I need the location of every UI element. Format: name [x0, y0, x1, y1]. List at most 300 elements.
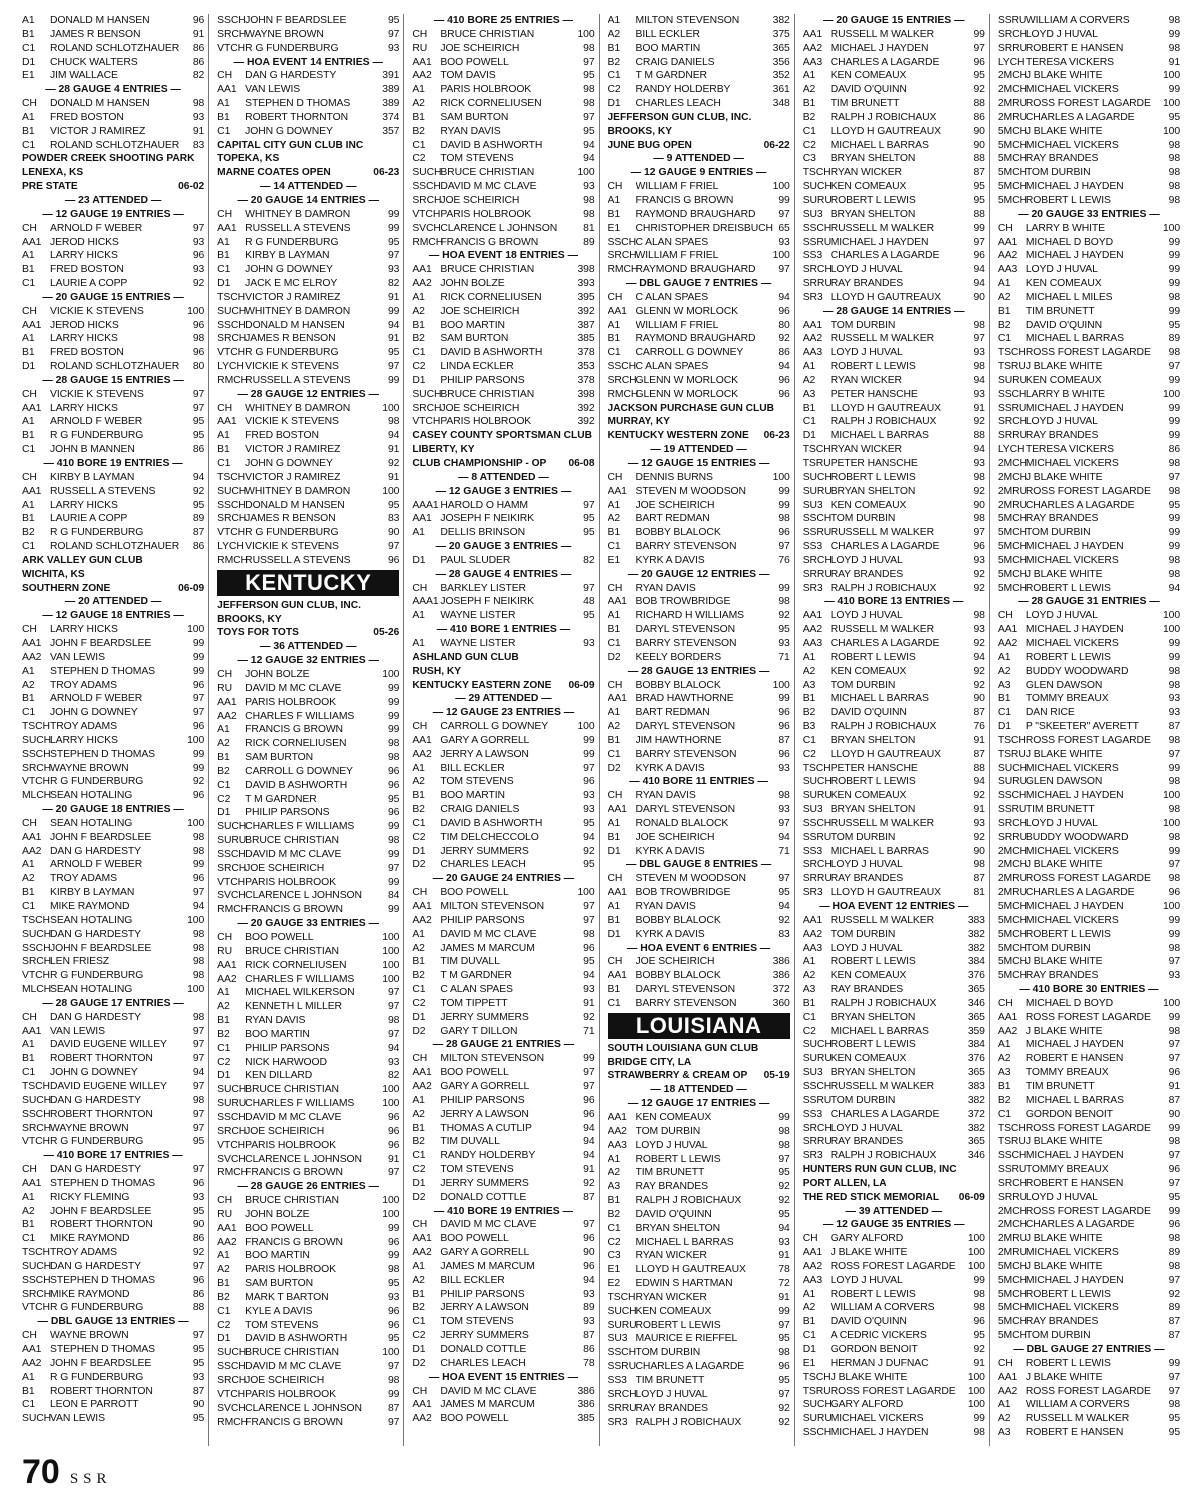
class-code: B1 [802, 997, 816, 1009]
class-code: AA2 [997, 1385, 1018, 1397]
score: 97 [192, 1039, 205, 1051]
shooter-name: J BLAKE WHITE [1025, 956, 1103, 968]
score: 99 [583, 1053, 595, 1065]
class-code: AA3 [802, 347, 823, 359]
shoot-title [22, 180, 204, 194]
score: 87 [778, 734, 790, 746]
score: 86 [192, 541, 205, 553]
shooter-name: ROLAND SCHLOTZHAUER [50, 42, 180, 54]
score: 365 [967, 1067, 985, 1079]
score: 92 [583, 1177, 595, 1189]
class-code: C1 [997, 707, 1011, 719]
class-code: A1 [802, 361, 816, 373]
class-code: B1 [412, 956, 425, 968]
score: 98 [1168, 554, 1181, 566]
class-code: D1 [412, 554, 426, 566]
score: 92 [192, 776, 205, 788]
shooter-name: WAYNE BROWN [50, 1330, 129, 1342]
score: 98 [583, 98, 595, 110]
result-row [998, 886, 1180, 900]
class-code: AA3 [802, 56, 823, 68]
result-row [217, 1291, 399, 1305]
score: 98 [778, 1139, 790, 1151]
result-row [803, 1426, 985, 1440]
result-row [998, 720, 1180, 734]
score: 82 [192, 70, 205, 82]
shooter-name: JERRY SUMMERS [440, 845, 529, 857]
result-row [22, 900, 204, 914]
class-code: SRRU [997, 831, 1027, 843]
class-code: A1 [607, 194, 621, 206]
class-code: SSCH [217, 1111, 246, 1123]
result-row [22, 623, 204, 637]
shooter-name: TIM BRUNETT [1025, 804, 1095, 816]
shooter-name: VAN LEWIS [50, 1413, 105, 1425]
score: 92 [192, 485, 205, 497]
event-header: — HOA EVENT 14 ENTRIES — [217, 56, 399, 70]
shooter-name: DAN G HARDESTY [50, 928, 141, 940]
result-row [412, 942, 594, 956]
shooter-name: KYRK A DAVIS [635, 554, 705, 566]
result-row [217, 820, 399, 834]
shooter-name: BOO POWELL [440, 1067, 509, 1079]
class-code: CH [412, 721, 428, 733]
shoot-date: 06-22 [763, 139, 790, 151]
shooter-name: FRANCIS G BROWN [245, 1236, 343, 1248]
score: 80 [778, 319, 790, 331]
result-row [217, 1402, 399, 1416]
shooter-name: GARY A GORRELL [440, 1080, 530, 1092]
shooter-name: WAYNE BROWN [50, 1122, 129, 1134]
shooter-name: TIM BRUNETT [830, 98, 900, 110]
shooter-name: JOHN G DOWNEY [50, 1067, 138, 1079]
score: 91 [973, 1357, 985, 1369]
class-code: 5MCH [997, 901, 1027, 912]
result-row [803, 540, 985, 554]
shooter-name: ARNOLD F WEBER [50, 859, 143, 871]
result-row [998, 222, 1180, 236]
class-code: SRCH [217, 333, 247, 345]
class-code: SSCH [217, 1361, 246, 1373]
result-row [412, 1080, 594, 1094]
class-code: SRCH [22, 1122, 52, 1134]
score: 99 [1168, 637, 1181, 649]
shooter-name: KEN COMEAUX [635, 1305, 712, 1317]
shooter-name: JOHN BOLZE [440, 278, 505, 290]
event-header: — 12 GAUGE 35 ENTRIES — [803, 1218, 985, 1232]
class-code: D1 [217, 807, 231, 819]
result-row [608, 42, 790, 56]
score: 96 [973, 1316, 985, 1328]
result-row [217, 554, 399, 568]
score: 100 [1162, 817, 1181, 829]
class-code: C1 [22, 1399, 36, 1411]
class-code: SSCH [802, 222, 832, 234]
result-row [217, 512, 399, 526]
score: 97 [387, 1416, 400, 1428]
score: 93 [973, 554, 985, 566]
class-code: CH [22, 222, 37, 234]
score: 95 [973, 1330, 985, 1342]
result-row [803, 1094, 985, 1108]
shooter-name: LARRY HICKS [50, 250, 118, 262]
score: 99 [387, 682, 400, 694]
result-row [998, 1011, 1180, 1025]
result-row [217, 1111, 399, 1125]
result-row [412, 914, 594, 928]
shooter-name: CHARLES F WILLIAMS [245, 973, 355, 985]
result-row [998, 28, 1180, 42]
shooter-name: ROBERT L LEWIS [635, 1319, 721, 1331]
class-code: AA1 [607, 804, 627, 816]
result-row [412, 512, 594, 526]
score: 97 [192, 1164, 205, 1176]
score: 97 [973, 236, 985, 248]
class-code: TSCH [997, 347, 1026, 359]
event-header: — 12 GAUGE 17 ENTRIES — [608, 1097, 790, 1111]
result-row [217, 208, 399, 222]
score: 100 [382, 959, 400, 971]
class-code: CH [412, 1053, 428, 1065]
score: 361 [772, 84, 790, 96]
score: 98 [192, 98, 205, 110]
result-row [998, 1066, 1180, 1080]
score: 352 [772, 70, 790, 82]
result-row [22, 222, 204, 236]
score: 87 [192, 1385, 205, 1397]
shooter-name: MICHAEL L BARRAS [1025, 333, 1124, 345]
shooter-name: RUSSELL A STEVENS [245, 554, 351, 566]
score: 97 [192, 1108, 205, 1120]
class-code: C1 [22, 1067, 36, 1079]
shooter-name: CLARENCE L JOHNSON [245, 1153, 362, 1165]
class-code: AA1 [607, 485, 627, 497]
class-code: SURU [802, 485, 832, 497]
shooter-name: CHARLES F WILLIAMS [245, 1098, 355, 1110]
result-row [217, 111, 399, 125]
result-row [803, 249, 985, 263]
result-row [608, 1388, 790, 1402]
shooter-name: RAY BRANDES [635, 1181, 708, 1193]
result-row [803, 429, 985, 443]
result-row [217, 1097, 399, 1111]
score: 100 [967, 1371, 985, 1383]
shooter-name: DAVID B ASHWORTH [440, 817, 543, 829]
result-row [22, 858, 204, 872]
class-code: SU3 [802, 208, 823, 220]
shooter-name: MAURICE E RIEFFEL [635, 1333, 738, 1345]
shooter-name: MICHAEL L BARRAS [830, 693, 929, 705]
score: 99 [387, 1388, 400, 1400]
score: 97 [192, 388, 205, 400]
shooter-name: ROSS FOREST LAGARDE [1025, 1011, 1151, 1023]
result-row [998, 942, 1180, 956]
score: 82 [583, 554, 595, 566]
result-row [217, 1277, 399, 1291]
class-code: B1 [412, 319, 425, 331]
class-code: TSCH [22, 1247, 50, 1259]
score: 95 [973, 194, 985, 206]
class-code: SURU [607, 1319, 637, 1331]
shooter-name: RAY BRANDES [1025, 1316, 1099, 1328]
result-row [217, 332, 399, 346]
shooter-name: CLARENCE L JOHNSON [245, 890, 362, 902]
result-row [217, 751, 399, 765]
result-row [803, 485, 985, 499]
score: 100 [1162, 222, 1181, 234]
class-code: CH [412, 1385, 428, 1397]
result-row [608, 1153, 790, 1167]
shooter-name: DAVID EUGENE WILLEY [50, 1039, 167, 1051]
class-code: VTCH [22, 776, 50, 788]
score: 90 [973, 291, 985, 303]
shooter-name: TOMMY BREAUX [1025, 1067, 1109, 1079]
class-code: D2 [607, 762, 621, 774]
result-row [608, 1360, 790, 1374]
result-row [22, 499, 204, 513]
result-row [998, 291, 1180, 305]
shooter-name: C ALAN SPAES [440, 984, 513, 996]
class-code: AA2 [412, 1413, 432, 1425]
score: 100 [382, 485, 400, 497]
result-row [608, 803, 790, 817]
result-row [412, 346, 594, 360]
result-row [412, 499, 594, 513]
class-code: C2 [607, 84, 621, 96]
class-code: VTCH [217, 527, 246, 539]
score: 94 [583, 1122, 595, 1134]
score: 97 [1168, 1371, 1181, 1383]
result-row [998, 236, 1180, 250]
score: 99 [387, 876, 400, 888]
shooter-name: MARK T BARTON [245, 1291, 329, 1303]
result-row [217, 97, 399, 111]
score: 100 [1162, 610, 1181, 622]
result-row [608, 1180, 790, 1194]
shooter-name: J BLAKE WHITE [1025, 1233, 1103, 1245]
shooter-name: TIM DUVALL [440, 956, 500, 968]
score: 378 [577, 347, 595, 359]
score: 383 [967, 1080, 985, 1092]
class-code: E1 [607, 222, 621, 234]
result-row [998, 374, 1180, 388]
score: 100 [382, 402, 400, 414]
shooter-name: BRYAN SHELTON [830, 208, 916, 220]
class-code: A1 [802, 1288, 816, 1300]
club-info: ASHLAND GUN CLUB [412, 651, 519, 663]
shooter-name: STEVEN M WOODSON [635, 485, 746, 497]
score: 97 [1168, 361, 1181, 373]
score: 100 [1162, 901, 1181, 912]
class-code: SRCH [997, 1177, 1027, 1189]
score: 97 [778, 817, 790, 829]
score: 95 [387, 1333, 400, 1345]
score: 96 [583, 1260, 595, 1272]
score: 95 [583, 513, 595, 525]
class-code: 5MCH [997, 527, 1027, 539]
score: 95 [583, 956, 595, 968]
score: 96 [192, 1177, 205, 1189]
shoot-title [412, 457, 594, 471]
class-code: SVCH [217, 1153, 246, 1165]
score: 100 [1162, 388, 1181, 400]
class-code: C1 [802, 1330, 816, 1342]
shooter-name: JOSEPH F NEIKIRK [440, 513, 535, 525]
shooter-name: MICHAEL L MILES [1025, 291, 1113, 303]
class-code: C2 [412, 153, 426, 165]
score: 97 [583, 56, 595, 68]
shoot-date: 06-02 [178, 181, 205, 193]
score: 87 [192, 527, 205, 539]
shooter-name: RAY BRANDES [635, 1402, 708, 1414]
result-row [803, 1135, 985, 1149]
score: 99 [1168, 845, 1181, 857]
score: 93 [583, 984, 595, 996]
score: 91 [387, 333, 400, 345]
score: 97 [583, 582, 595, 594]
result-row [608, 1208, 790, 1222]
class-code: SUCH [217, 1084, 247, 1096]
class-code: SURU [997, 374, 1027, 386]
class-code: AA1 [22, 485, 42, 497]
score: 395 [577, 291, 595, 303]
score: 87 [973, 167, 985, 179]
class-code: AA2 [412, 70, 432, 82]
score: 100 [382, 932, 400, 943]
shooter-name: FRED BOSTON [245, 430, 319, 442]
result-row [803, 582, 985, 596]
shooter-name: MICHAEL VICKERS [830, 1413, 924, 1425]
score: 91 [192, 28, 205, 40]
score: 99 [583, 748, 595, 760]
result-row [217, 1194, 399, 1208]
score: 96 [387, 1319, 400, 1331]
class-code: 5MCH [997, 942, 1027, 954]
class-code: B1 [22, 264, 35, 276]
result-row [412, 374, 594, 388]
shooter-name: DAVID O'QUINN [830, 1316, 907, 1328]
class-code: A1 [412, 527, 425, 539]
score: 92 [778, 333, 790, 345]
score: 93 [387, 264, 400, 276]
shooter-name: DAN RICE [1025, 707, 1075, 719]
shooter-name: LOYD J HUVAL [830, 347, 903, 359]
shooter-name: JOE SCHEIRICH [635, 831, 715, 843]
score: 97 [192, 707, 205, 719]
shooter-name: TOMMY BREAUX [1025, 1164, 1109, 1176]
result-row [803, 914, 985, 928]
class-code: A1 [22, 1371, 35, 1383]
score: 96 [778, 748, 790, 760]
score: 94 [778, 901, 790, 912]
shooter-name: BOO POWELL [440, 56, 509, 68]
shooter-name: KEN COMEAUX [830, 790, 907, 802]
shooter-name: LARRY HICKS [50, 734, 118, 746]
score: 96 [1168, 1219, 1181, 1231]
shooter-name: RUSSELL A STEVENS [50, 485, 156, 497]
shooter-name: BART REDMAN [635, 513, 710, 525]
score: 98 [778, 790, 790, 802]
class-code: SRCH [607, 1388, 637, 1400]
class-code: AA1 [22, 319, 42, 331]
score: 95 [583, 859, 595, 871]
score: 98 [1168, 1399, 1181, 1411]
class-code: AA3 [997, 264, 1018, 276]
shooter-name: RICKY FLEMING [50, 1191, 130, 1203]
class-code: TSRU [997, 1136, 1026, 1148]
score: 96 [778, 721, 790, 733]
score: 96 [583, 776, 595, 788]
shoot-name: MARNE COATES OPEN [217, 167, 331, 179]
event-header: — HOA EVENT 12 ENTRIES — [803, 900, 985, 914]
event-header: — DBL GAUGE 7 ENTRIES — [608, 277, 790, 291]
result-row [608, 692, 790, 706]
result-row [217, 986, 399, 1000]
class-code: D1 [997, 721, 1011, 733]
class-code: C2 [412, 1164, 426, 1176]
class-code: 5MCH [997, 167, 1027, 179]
class-code: AA1 [802, 914, 823, 926]
score: 86 [192, 1288, 205, 1300]
score: 99 [778, 485, 790, 497]
score: 100 [1162, 790, 1181, 802]
class-code: CH [22, 305, 37, 317]
result-row [22, 1122, 204, 1136]
score: 99 [387, 1222, 400, 1234]
class-code: C1 [217, 779, 231, 791]
score: 98 [1168, 804, 1181, 816]
score: 97 [1168, 1150, 1181, 1162]
shooter-name: BILL ECKLER [440, 762, 505, 774]
class-code: C1 [22, 278, 36, 290]
class-code: SRCH [802, 859, 832, 871]
result-row [22, 789, 204, 803]
class-code: AA1 [412, 1233, 432, 1245]
result-row [22, 263, 204, 277]
class-code: RMCH [217, 904, 248, 916]
result-row [22, 14, 204, 28]
score: 95 [583, 610, 595, 622]
shooter-name: MICHAEL VICKERS [1025, 845, 1119, 857]
score: 100 [382, 1098, 400, 1110]
score: 98 [973, 1427, 985, 1439]
score: 90 [583, 1247, 595, 1259]
score: 99 [387, 305, 400, 317]
score: 95 [1168, 319, 1181, 331]
shooter-name: THOMAS A CUTLIP [440, 1122, 532, 1134]
class-code: AA2 [607, 1125, 627, 1137]
event-header: — DBL GAUGE 27 ENTRIES — [998, 1343, 1180, 1357]
shooter-name: RYAN DAVIS [245, 1015, 306, 1027]
result-row [998, 360, 1180, 374]
score: 96 [387, 554, 400, 566]
score: 91 [973, 804, 985, 816]
score: 97 [192, 1122, 205, 1134]
club-info: POWDER CREEK SHOOTING PARK [22, 153, 195, 165]
shooter-name: MICHAEL J HAYDEN [830, 1427, 929, 1439]
shooter-name: ROBERT THORNTON [50, 1219, 153, 1231]
result-row [217, 42, 399, 56]
score: 97 [387, 1361, 400, 1373]
shooter-name: MICHAEL J HAYDEN [830, 42, 929, 54]
result-row [217, 668, 399, 682]
shooter-name: TIM BRUNETT [1025, 305, 1095, 317]
result-row [803, 83, 985, 97]
class-code: AA2 [22, 845, 42, 857]
score: 99 [1168, 1122, 1181, 1134]
class-code: B1 [412, 1122, 425, 1134]
class-code: AA1 [997, 1371, 1018, 1383]
